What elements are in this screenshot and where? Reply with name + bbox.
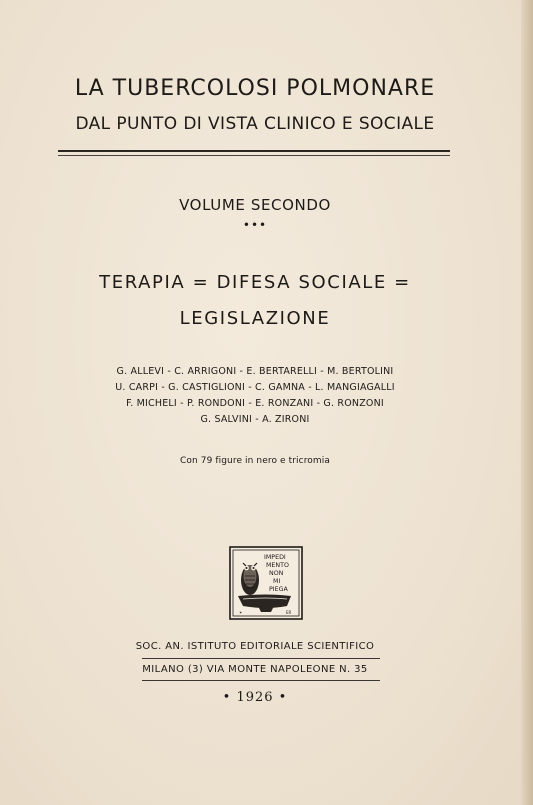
author-line: U. CARPI - G. CASTIGLIONI - C. GAMNA - L. MANGIAGALLI bbox=[115, 382, 395, 393]
printer-motto-line: NON bbox=[269, 570, 284, 577]
binding-shadow bbox=[521, 0, 533, 805]
publisher-rule bbox=[142, 680, 380, 681]
printer-motto-line: PIEGA bbox=[269, 586, 288, 593]
printer-motto-line: MENTO bbox=[266, 562, 289, 569]
book-subtitle: DAL PUNTO DI VISTA CLINICO E SOCIALE bbox=[75, 114, 435, 134]
author-line: G. ALLEVI - C. ARRIGONI - E. BERTARELLI - M. BERTOLINI bbox=[116, 366, 394, 377]
author-list bbox=[0, 364, 510, 428]
volume-label: VOLUME SECONDO bbox=[179, 196, 331, 214]
publisher-rule bbox=[142, 658, 380, 659]
printer-motto-line: IMPEDI bbox=[264, 554, 286, 561]
volume-ornament: ••• bbox=[242, 218, 268, 232]
publisher-name: SOC. AN. ISTITUTO EDITORIALE SCIENTIFICO bbox=[135, 641, 375, 652]
title-rule-thick bbox=[58, 150, 450, 152]
svg-text:✶: ✶ bbox=[239, 610, 243, 615]
volume-topic-line2: LEGISLAZIONE bbox=[179, 308, 331, 329]
publication-year: • 1926 • bbox=[222, 690, 288, 705]
printer-motto-line: MI bbox=[273, 578, 281, 585]
figures-note: Con 79 figure in nero e tricromia bbox=[180, 456, 330, 466]
publisher-address: MILANO (3) VIA MONTE NAPOLEONE N. 35 bbox=[142, 664, 368, 675]
book-title: LA TUBERCOLOSI POLMONARE bbox=[74, 76, 436, 101]
author-line: F. MICHELI - P. RONDONI - E. RONZANI - G. RONZONI bbox=[126, 398, 384, 409]
volume-topic-line1: TERAPIA = DIFESA SOCIALE = bbox=[99, 272, 411, 293]
svg-text:ER: ER bbox=[286, 610, 292, 615]
author-line: G. SALVINI - A. ZIRONI bbox=[200, 414, 310, 425]
printer-mark-owl-icon bbox=[229, 546, 303, 620]
title-rule-thin bbox=[58, 155, 450, 156]
